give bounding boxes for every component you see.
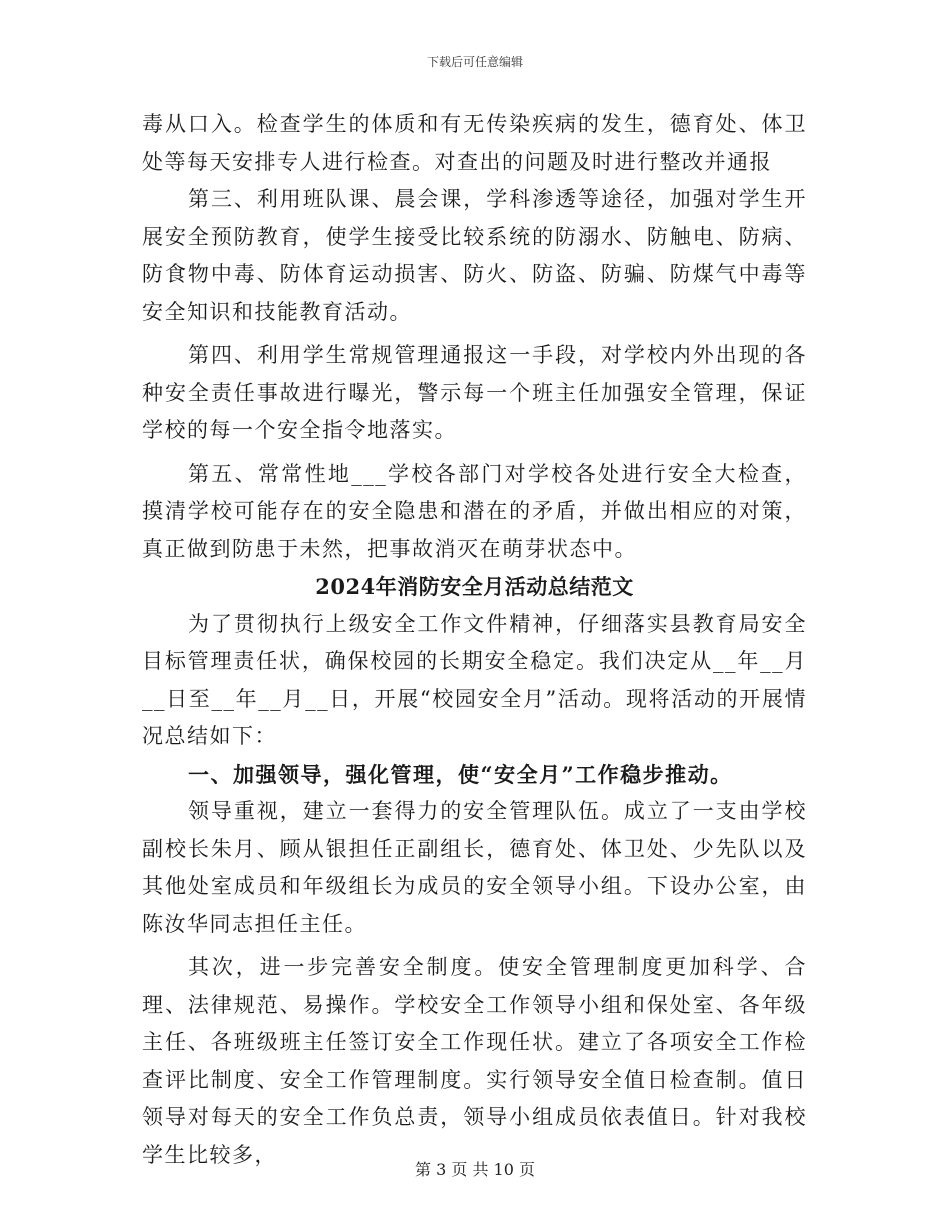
section-title: 2024年消防安全月活动总结范文	[315, 574, 634, 599]
paragraph-fourth: 第四、利用学生常规管理通报这一手段，对学校内外出现的各种安全责任事故进行曝光，警示每一个班主任加强安全管理，保证学校的每一个安全指令地落实。	[142, 343, 807, 442]
page-header: 下载后可任意编辑	[426, 55, 523, 69]
paragraph-rules: 其次，进一步完善安全制度。使安全管理制度更加科学、合理、法律规范、易操作。学校安全工作领导小组和保处室、各年级主任、各班级班主任签订安全工作现任状。建立了各项安全工作检查评比制度、安全工作管理制度。实行领导安全值日检查制。值日领导对每天的安全工作负总责，领导小组成员依表值日。针对我校学生比较多，	[142, 955, 807, 1167]
section-heading-one: 一、加强领导，强化管理，使“安全月”工作稳步推动。	[188, 761, 733, 787]
paragraph-intro: 为了贯彻执行上级安全工作文件精神，仔细落实县教育局安全目标管理责任状，确保校园的长期安全稳定。我们决定从__年__月__日至__年__月__日，开展“校园安全月”活动。现将活动的开展情况总结如下：	[142, 611, 807, 748]
paragraph-fifth: 第五、常常性地___学校各部门对学校各处进行安全大检查，摸清学校可能存在的安全隐患和潜在的矛盾，并做出相应的对策，真正做到防患于未然，把事故消灭在萌芽状态中。	[142, 461, 807, 561]
paragraph-leadership: 领导重视，建立一套得力的安全管理队伍。成立了一支由学校副校长朱月、顾从银担任正副组长，德育处、体卫处、少先队以及其他处室成员和年级组长为成员的安全领导小组。下设办公室，由陈汝华同志担任主任。	[142, 799, 807, 936]
page-footer: 第 3 页 共 10 页	[415, 1160, 535, 1179]
paragraph-third: 第三、利用班队课、晨会课，学科渗透等途径，加强对学生开展安全预防教育，使学生接受比较系统的防溺水、防触电、防病、防食物中毒、防体育运动损害、防火、防盗、防骗、防煤气中毒等安全知识和技能教育活动。	[142, 187, 807, 324]
document-body	[142, 106, 807, 1174]
paragraph-continued: 毒从口入。检查学生的体质和有无传染疾病的发生，德育处、体卫处等每天安排专人进行检查。对查出的问题及时进行整改并通报	[142, 112, 807, 174]
